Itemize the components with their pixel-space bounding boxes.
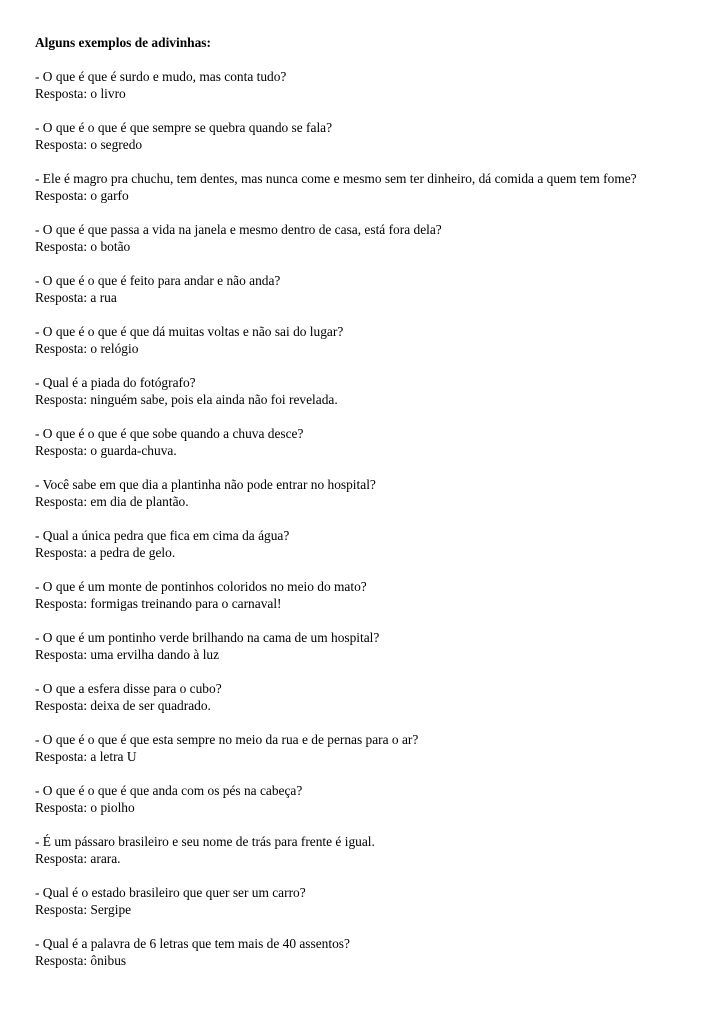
riddle-answer: Resposta: o piolho <box>35 800 135 815</box>
riddle-question: - O que é o que é que sempre se quebra quando se fala? <box>35 120 333 135</box>
riddle-answer: Resposta: o botão <box>35 239 131 254</box>
riddle-question: - O que é que passa a vida na janela e mesmo dentro de casa, está fora dela? <box>35 222 442 237</box>
riddle-item <box>35 425 715 459</box>
riddle-question: - O que é o que é que sobe quando a chuva desce? <box>35 426 304 441</box>
riddle-answer: Resposta: Sergipe <box>35 902 132 917</box>
riddle-question: - É um pássaro brasileiro e seu nome de trás para frente é igual. <box>35 834 375 849</box>
riddle-answer: Resposta: uma ervilha dando à luz <box>35 647 220 662</box>
riddle-question: - O que é um pontinho verde brilhando na cama de um hospital? <box>35 630 380 645</box>
riddle-question: - Qual é a palavra de 6 letras que tem mais de 40 assentos? <box>35 936 350 951</box>
riddle-list <box>35 68 715 969</box>
document-page <box>35 34 715 986</box>
riddle-item <box>35 935 715 969</box>
riddle-question: - O que é o que é que anda com os pés na cabeça? <box>35 783 303 798</box>
riddle-question: - Qual é o estado brasileiro que quer ser um carro? <box>35 885 306 900</box>
riddle-question: - O que é que é surdo e mudo, mas conta tudo? <box>35 69 287 84</box>
riddle-item <box>35 374 715 408</box>
riddle-answer: Resposta: ninguém sabe, pois ela ainda não foi revelada. <box>35 392 338 407</box>
riddle-item <box>35 476 715 510</box>
riddle-question: - O que é o que é que dá muitas voltas e não sai do lugar? <box>35 324 344 339</box>
riddle-item <box>35 782 715 816</box>
document-title: Alguns exemplos de adivinhas: <box>35 35 211 50</box>
riddle-question: - O que é um monte de pontinhos coloridos no meio do mato? <box>35 579 367 594</box>
riddle-answer: Resposta: arara. <box>35 851 121 866</box>
riddle-question: - O que a esfera disse para o cubo? <box>35 681 222 696</box>
riddle-item <box>35 680 715 714</box>
riddle-item <box>35 833 715 867</box>
riddle-question: - Ele é magro pra chuchu, tem dentes, mas nunca come e mesmo sem ter dinheiro, dá comida a quem tem fome? <box>35 171 637 186</box>
riddle-item <box>35 527 715 561</box>
riddle-item <box>35 629 715 663</box>
riddle-answer: Resposta: a rua <box>35 290 117 305</box>
riddle-question: - Qual é a piada do fotógrafo? <box>35 375 196 390</box>
riddle-item <box>35 68 715 102</box>
riddle-item <box>35 119 715 153</box>
riddle-item <box>35 323 715 357</box>
riddle-answer: Resposta: ônibus <box>35 953 127 968</box>
riddle-answer: Resposta: o guarda-chuva. <box>35 443 177 458</box>
riddle-question: - O que é o que é que esta sempre no meio da rua e de pernas para o ar? <box>35 732 419 747</box>
riddle-answer: Resposta: a pedra de gelo. <box>35 545 176 560</box>
riddle-item <box>35 170 715 204</box>
riddle-item <box>35 884 715 918</box>
riddle-question: - O que é o que é feito para andar e não anda? <box>35 273 281 288</box>
riddle-item <box>35 221 715 255</box>
riddle-answer: Resposta: a letra U <box>35 749 137 764</box>
riddle-answer: Resposta: deixa de ser quadrado. <box>35 698 211 713</box>
riddle-answer: Resposta: o segredo <box>35 137 143 152</box>
riddle-answer: Resposta: em dia de plantão. <box>35 494 189 509</box>
riddle-question: - Você sabe em que dia a plantinha não pode entrar no hospital? <box>35 477 376 492</box>
riddle-answer: Resposta: formigas treinando para o carnaval! <box>35 596 282 611</box>
riddle-item <box>35 731 715 765</box>
riddle-answer: Resposta: o livro <box>35 86 126 101</box>
riddle-item <box>35 578 715 612</box>
riddle-question: - Qual a única pedra que fica em cima da água? <box>35 528 290 543</box>
riddle-answer: Resposta: o garfo <box>35 188 129 203</box>
riddle-answer: Resposta: o relógio <box>35 341 139 356</box>
riddle-item <box>35 272 715 306</box>
